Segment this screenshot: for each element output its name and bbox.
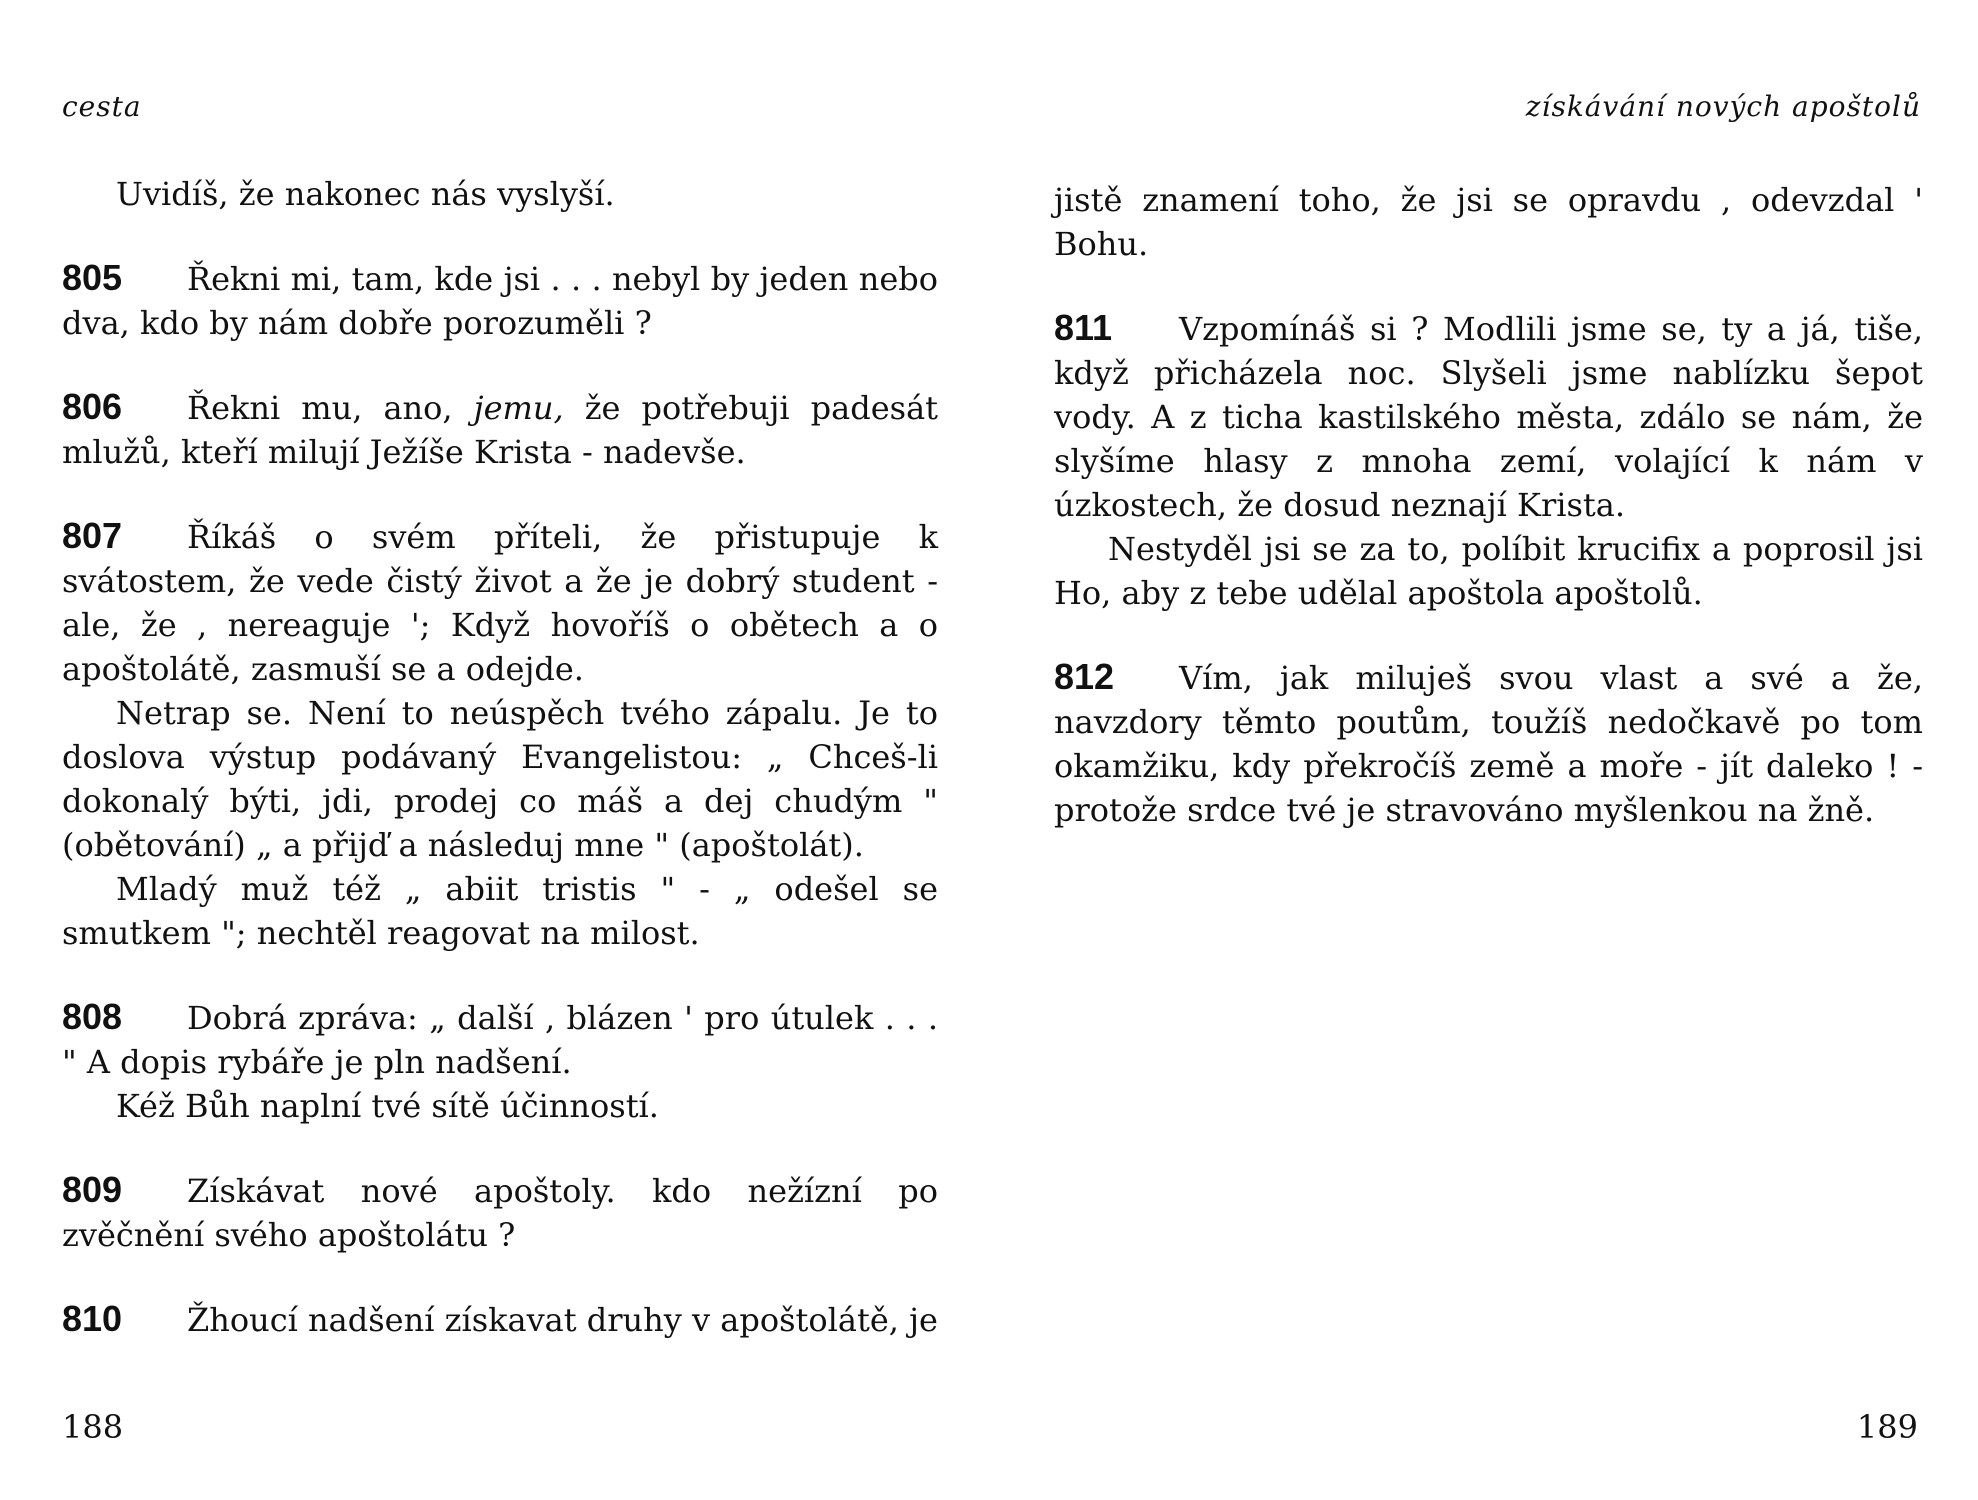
entry-paragraph: Netrap se. Není to neúspěch tvého zápalu. Je to doslova výstup podávaný Evangelistou: „ Chceš-li dokonalý býti, jdi, prodej co máš a dej chudým " (obětování) „ a přijď a následuj mne " (apoštolát).	[62, 694, 938, 864]
entry-812	[1054, 655, 1923, 832]
entry-number: 810	[62, 1298, 123, 1339]
entry-emphasis: jemu,	[473, 389, 564, 427]
entry-810	[62, 1297, 938, 1342]
entry-text: že potřebuji padesát mlužů, kteří milují Ježíše Krista - nadevše.	[62, 389, 939, 471]
entry-text: Získávat nové apoštoly. kdo nežízní po zvěčnění svého apoštolátu ?	[62, 1172, 938, 1254]
entry-text: Dobrá zpráva: „ další , blázen ' pro útulek . . . " A dopis rybáře je pln nadšení.	[62, 999, 938, 1081]
entry-text: Řekni mu, ano,	[187, 389, 453, 427]
right-text-column	[1054, 178, 1923, 832]
entry-paragraph: Mladý muž též „ abiit tristis " - „ odešel se smutkem "; nechtěl reagovat na milost.	[62, 870, 938, 952]
entry-807	[62, 514, 938, 955]
entry-808	[62, 995, 938, 1128]
entry-806	[62, 385, 938, 474]
entry-805	[62, 256, 938, 345]
entry-paragraph: Nestyděl jsi se za to, políbit krucifix a poprosil jsi Ho, aby z tebe udělal apoštola apoštolů.	[1054, 530, 1923, 612]
entry-number: 805	[62, 257, 123, 298]
entry-text: Vím, jak miluješ svou vlast a své a že, navzdory těmto poutům, toužíš nedočkavě po tom okamžiku, kdy překročíš země a moře - jít daleko ! - protože srdce tvé je stravováno myšlenkou na žně.	[1054, 659, 1923, 829]
right-page	[989, 0, 1978, 1500]
entry-809	[62, 1168, 938, 1257]
entry-text: Žhoucí nadšení získavat druhy v apoštolátě, je	[187, 1301, 938, 1339]
entry-number: 806	[62, 386, 123, 427]
entry-number: 811	[1054, 307, 1113, 348]
entry-text: Vzpomínáš si ? Modlili jsme se, ty a já, tiše, když přicházela noc. Slyšeli jsme nablízku šepot vody. A z ticha kastilského města, zdálo se nám, že slyšíme hlasy z mnoha zemí, volající k nám v úzkostech, že dosud neznají Krista.	[1054, 310, 1923, 524]
running-head-left: cesta	[62, 90, 142, 123]
entry-number: 807	[62, 515, 123, 556]
entry-paragraph: Kéž Bůh naplní tvé sítě účinností.	[116, 1087, 659, 1125]
page-number-left: 188	[62, 1408, 124, 1446]
page-number-right: 189	[1856, 1408, 1918, 1446]
running-head-right: získávání nových apoštolů	[1525, 90, 1921, 123]
entry-811	[1054, 306, 1923, 615]
entry-text: Řekni mi, tam, kde jsi . . . nebyl by jeden nebo dva, kdo by nám dobře porozuměli ?	[62, 260, 938, 342]
left-text-column	[62, 172, 938, 1342]
entry-text: Říkáš o svém příteli, že přistupuje k svátostem, že vede čistý život a že je dobrý student - ale, že , nereaguje '; Když hovoříš o obětech a o apoštolátě, zasmuší se a odejde.	[62, 518, 938, 688]
continuation-paragraph: jistě znamení toho, že jsi se opravdu , odevzdal ' Bohu.	[1054, 181, 1923, 263]
opening-paragraph: Uvidíš, že nakonec nás vyslyší.	[116, 175, 615, 213]
entry-number: 812	[1054, 656, 1115, 697]
entry-number: 809	[62, 1169, 123, 1210]
entry-number: 808	[62, 996, 123, 1037]
